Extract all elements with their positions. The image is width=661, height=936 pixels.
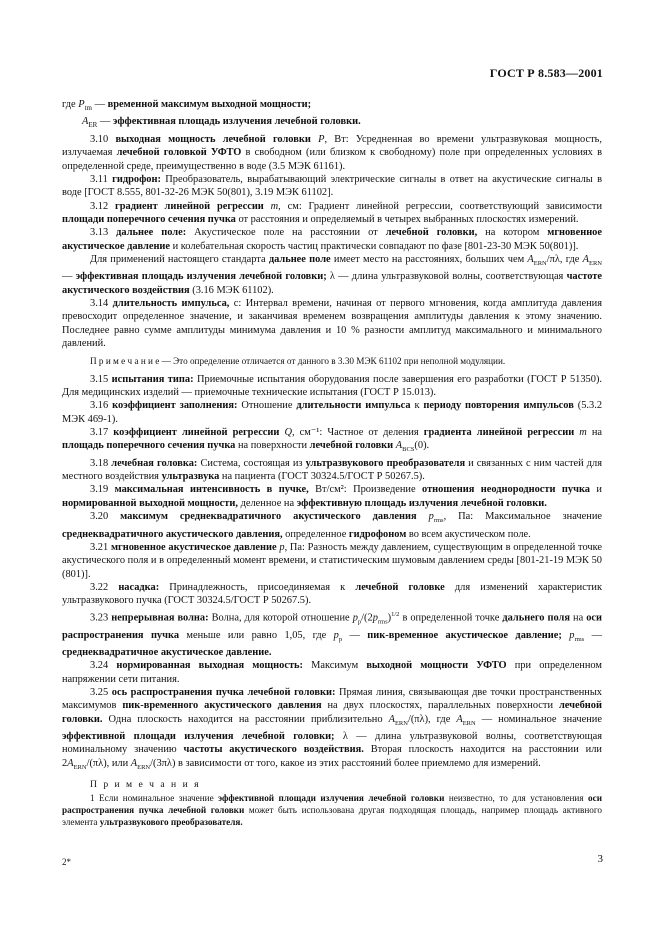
clause-3-24: 3.24 нормированная выходная мощность: Максимум выходной мощности УФТО при определенном напряжении сети питания. [62,660,603,685]
clause-3-10: 3.10 выходная мощность лечебной головки P, Вт: Усредненная во времени ультразвуковая мощность, излучаемая лечебной головкой УФТО в свободном (или близком к свободному) поле при определенных условиях в определенной среде, преимущественно в воде (3.5 МЭК 61161). [62,133,603,172]
clause-3-12: 3.12 градиент линейной регрессии m, см: Градиент линейной регрессии, соответствующий зависимости площади поперечного сечения пучка от расстояния и определяемый в четырех выбранных плоскостях измерений. [62,200,603,225]
document-body [62,98,602,828]
clause-3-20: 3.20 максимум среднеквадратичного акустического давления $p_{rms}$, Па: Максимальное значение среднеквадратичного акустического давления, определенное гидрофоном во всем акустическом поле. [62,511,602,540]
clause-3-21: 3.21 мгновенное акустическое давление p, Па: Разность между давлением, существующим в определенной точке акустического поля и в определенный момент времени, и статистическим шумовым давлением среды [801-21-19 МЭК 50 (801)]. [62,541,603,580]
clause-3-25: 3.25 ось распространения пучка лечебной головки: Прямая линия, связывающая две точки пространственных максимумов пик-временного акустического давления на двух плоскостях, параллельных поверхности лечебной головки. Одна плоскость находится на расстоянии приблизительно $A_{ERN}/(\pi\lambda)$, где $A_{ERN}$ — номинальное значение эффективной площади излучения лечебной головки; λ — длина ультразвуковой волны, соответствующая номинальному значению частоты акустического воздействия. Вторая плоскость находится на расстоянии или $2A_{ERN}/(\pi\lambda)$, или $A_{ERN}/(3\pi\lambda)$ в зависимости от того, какое из этих расстояний более приемлемо для измерений. [62,686,602,771]
notes-heading: П р и м е ч а н и я [90,779,201,791]
clause-3-15: 3.15 испытания типа: Приемочные испытания оборудования после завершения его разработки (ГОСТ Р 51350). Для медицинских изделий — приемочные технические испытания (ГОСТ Р 15.013). [62,373,602,398]
note-3-14: П р и м е ч а н и е — Это определение отличается от данного в 3.30 МЭК 61102 при неполной модуляции. [90,356,506,367]
sheet-mark: 2* [62,857,71,867]
note-item-1: 1 Если номинальное значение эффективной площади излучения лечебной головки неизвестно, то для установления оси распространения пучка лечебной головки может быть использована другая подходящая площадь, например площадь активного элемента ультразвукового преобразователя. [62,792,602,827]
where-line: где $P_{tm}$ — временной максимум выходной мощности; [62,99,312,113]
clause-3-13: 3.13 дальнее поле: Акустическое поле на расстоянии от лечебной головки, на котором мгновенное акустическое давление и колебательная скорость частиц практически совпадают по фазе [801-23-30 МЭК 50(801)]. [62,227,602,252]
clause-3-17: 3.17 коэффициент линейной регрессии Q, см⁻¹: Частное от деления градиента линейной регрессии m на площадь поперечного сечения пучка на поверхности лечебной головки $A_{BCS}(0)$. [62,427,603,454]
clause-3-11: 3.11 гидрофон: Преобразователь, вырабатывающий электрические сигналы в ответ на акустические сигналы в воде [ГОСТ 8.555, 801-32-26 МЭК 50(801), 3.19 МЭК 61102]. [62,173,602,199]
where-line: $A_{ER}$ — эффективная площадь излучения лечебной головки. [82,116,361,130]
clause-3-16: 3.16 коэффициент заполнения: Отношение длительности импульса к периоду повторения импульсов (5.3.2 МЭК 469-1). [62,400,603,425]
standard-header: ГОСТ Р 8.583—2001 [489,66,603,80]
clause-3-18: 3.18 лечебная головка: Система, состоящая из ультразвукового преобразователя и связанных с ним частей для местного воздействия ультразвука на пациента (ГОСТ 30324.5/ГОСТ Р 50267.5). [62,457,603,483]
clause-3-14: 3.14 длительность импульса, с: Интервал времени, начиная от первого мгновения, когда амплитуда давления превосходит определенное значение, и заканчивая временем возвращения амплитуды давления к этому значению. Последнее равно сумме амплитуды минимума давления и 10 % разности амплитуд максимального и минимального давлений. [62,298,602,350]
clause-3-13-continuation: Для применений настоящего стандарта дальнее поле имеет место на расстояниях, больших чем $A_{ERN}/\pi\lambda$, где $A_{ERN}$ — эффективная площадь излучения лечебной головки; λ — длина ультразвуковой волны, соответствующая частоте акустического воздействия (3.16 МЭК 61102). [62,253,602,296]
clause-3-22: 3.22 насадка: Принадлежность, присоединяемая к лечебной головке для изменений характеристик ультразвукового пучка (ГОСТ 30324.5/ГОСТ Р 50267.5). [62,581,603,607]
clause-3-19: 3.19 максимальная интенсивность в пучке, Вт/см²: Произведение отношения неоднородности пучка и нормированной выходной мощности, деленное на эффективную площадь излучения лечебной головки. [62,484,602,509]
page-number: 3 [597,853,603,865]
clause-3-23: 3.23 непрерывная волна: Волна, для которой отношение $p_p/(2p_{rms})^{1/2}$ в определенной точке дальнего поля на оси распространения пучка меньше или равно 1,05, где $p_p$ — пик-временное акустическое давление; $p_{rms}$ — среднеквадратичное акустическое давление. [62,610,603,658]
